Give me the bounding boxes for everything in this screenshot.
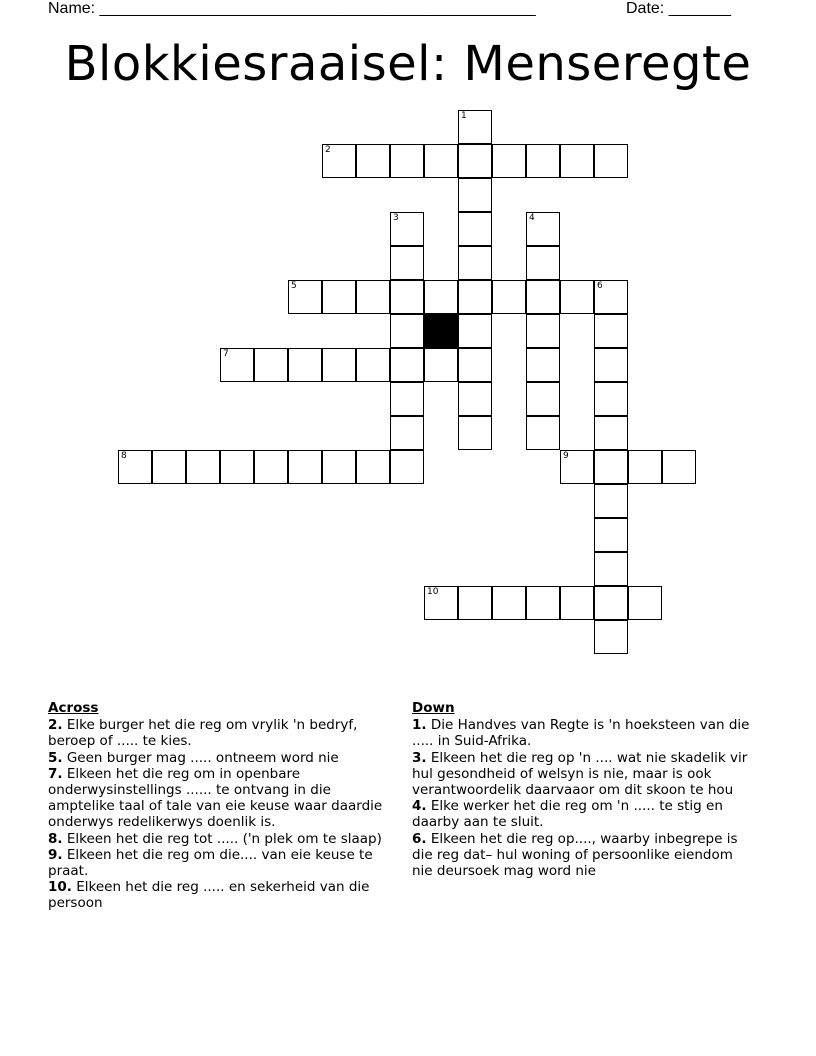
crossword-cell[interactable] <box>390 450 424 484</box>
clue-text: Geen burger mag ..... ontneem word nie <box>66 749 339 766</box>
crossword-cell[interactable] <box>458 246 492 280</box>
crossword-cell[interactable] <box>662 450 696 484</box>
clue-number: 4. <box>412 798 427 815</box>
crossword-cell[interactable] <box>492 144 526 178</box>
across-clues <box>48 700 388 912</box>
cell-number: 5 <box>291 281 297 291</box>
clue-number: 7. <box>48 765 63 782</box>
crossword-cell[interactable] <box>424 280 458 314</box>
cell-number: 2 <box>325 145 331 155</box>
crossword-cell[interactable] <box>424 586 458 620</box>
crossword-cell[interactable] <box>288 280 322 314</box>
cell-number: 9 <box>563 451 569 461</box>
crossword-cell[interactable] <box>390 382 424 416</box>
cell-number: 1 <box>461 111 467 121</box>
crossword-cell[interactable] <box>492 586 526 620</box>
down-clue-1 <box>412 717 752 749</box>
crossword-cell[interactable] <box>560 586 594 620</box>
crossword-cell[interactable] <box>594 484 628 518</box>
blocked-cell <box>424 314 458 348</box>
clue-text: Elkeen het die reg om die.... van eie keuse te praat. <box>48 846 373 880</box>
across-clue-8 <box>48 831 388 847</box>
crossword-cell[interactable] <box>254 348 288 382</box>
crossword-cell[interactable] <box>458 416 492 450</box>
across-clue-10 <box>48 879 388 911</box>
across-clue-9 <box>48 847 388 879</box>
across-clue-5 <box>48 750 388 766</box>
crossword-cell[interactable] <box>526 144 560 178</box>
clue-text: Elkeen het die reg op...., waarby inbegrepe is die reg dat– hul woning of persoonlike eiendom nie deursoek mag word nie <box>412 830 738 880</box>
clue-text: Elkeen het die reg om in openbare onderwysinstellings ...... te ontvang in die amptelike taal of tale van eie keuse waar daardie onderwys redelikerwys doenlik is. <box>48 765 383 831</box>
crossword-cell[interactable] <box>526 212 560 246</box>
crossword-cell[interactable] <box>458 314 492 348</box>
crossword-cell[interactable] <box>458 212 492 246</box>
cell-number: 3 <box>393 213 399 223</box>
crossword-cell[interactable] <box>288 348 322 382</box>
clue-number: 6. <box>412 830 427 847</box>
crossword-cell[interactable] <box>322 280 356 314</box>
crossword-cell[interactable] <box>594 348 628 382</box>
crossword-cell[interactable] <box>526 280 560 314</box>
crossword-cell[interactable] <box>628 450 662 484</box>
down-clues <box>412 700 752 879</box>
across-clue-2 <box>48 717 388 749</box>
cell-number: 6 <box>597 281 603 291</box>
clue-text: Die Handves van Regte is 'n hoeksteen van die ..... in Suid-Afrika. <box>412 717 750 750</box>
crossword-cell[interactable] <box>560 280 594 314</box>
clue-text: Elkeen het die reg op 'n .... wat nie skadelik vir hul gesondheid of welsyn is nie, maar is ook verantwoordelik daarvaaor om dit skoon te hou <box>412 749 748 799</box>
clue-number: 10. <box>48 879 72 896</box>
across-clue-7 <box>48 766 388 831</box>
clue-number: 3. <box>412 749 427 766</box>
crossword-cell[interactable] <box>390 314 424 348</box>
across-heading: Across <box>48 700 99 716</box>
crossword-cell[interactable] <box>322 348 356 382</box>
crossword-cell[interactable] <box>118 450 152 484</box>
cell-number: 4 <box>529 213 535 223</box>
crossword-cell[interactable] <box>390 246 424 280</box>
crossword-cell[interactable] <box>288 450 322 484</box>
crossword-cell[interactable] <box>390 212 424 246</box>
crossword-cell[interactable] <box>220 348 254 382</box>
crossword-cell[interactable] <box>594 144 628 178</box>
crossword-cell[interactable] <box>322 144 356 178</box>
clue-number: 9. <box>48 846 63 863</box>
crossword-cell[interactable] <box>560 144 594 178</box>
crossword-cell[interactable] <box>390 348 424 382</box>
crossword-cell[interactable] <box>594 280 628 314</box>
crossword-cell[interactable] <box>628 586 662 620</box>
clue-text: Elkeen het die reg ..... en sekerheid van die persoon <box>48 879 370 912</box>
crossword-cell[interactable] <box>424 348 458 382</box>
crossword-cell[interactable] <box>526 314 560 348</box>
down-heading: Down <box>412 700 455 716</box>
down-clue-3 <box>412 750 752 799</box>
clue-text: Elke werker het die reg om 'n ..... te stig en daarby aan te sluit. <box>412 798 723 831</box>
clue-number: 8. <box>48 830 63 847</box>
crossword-cell[interactable] <box>526 246 560 280</box>
crossword-cell[interactable] <box>526 348 560 382</box>
clue-text: Elkeen het die reg tot ..... ('n plek om te slaap) <box>66 830 382 847</box>
crossword-cell[interactable] <box>356 450 390 484</box>
crossword-cell[interactable] <box>594 314 628 348</box>
clue-text: Elke burger het die reg om vrylik 'n bedryf, beroep of ..... te kies. <box>48 717 358 750</box>
crossword-cell[interactable] <box>458 144 492 178</box>
crossword-cell[interactable] <box>492 280 526 314</box>
name-field-label: Name: _________________________________________________ <box>48 0 536 17</box>
crossword-cell[interactable] <box>560 450 594 484</box>
crossword-cell[interactable] <box>390 280 424 314</box>
crossword-cell[interactable] <box>526 382 560 416</box>
down-clue-4 <box>412 798 752 830</box>
crossword-cell[interactable] <box>390 144 424 178</box>
crossword-cell[interactable] <box>254 450 288 484</box>
clue-number: 1. <box>412 717 427 734</box>
crossword-cell[interactable] <box>390 416 424 450</box>
crossword-cell[interactable] <box>458 586 492 620</box>
cell-number: 7 <box>223 349 229 359</box>
crossword-cell[interactable] <box>594 382 628 416</box>
crossword-cell[interactable] <box>458 382 492 416</box>
crossword-cell[interactable] <box>458 280 492 314</box>
crossword-cell[interactable] <box>526 586 560 620</box>
crossword-cell[interactable] <box>424 144 458 178</box>
crossword-cell[interactable] <box>458 178 492 212</box>
clue-number: 5. <box>48 749 63 766</box>
crossword-cell[interactable] <box>220 450 254 484</box>
crossword-cell[interactable] <box>594 620 628 654</box>
cell-number: 10 <box>427 587 439 597</box>
crossword-cell[interactable] <box>526 416 560 450</box>
crossword-cell[interactable] <box>356 144 390 178</box>
crossword-cell[interactable] <box>594 586 628 620</box>
cell-number: 8 <box>121 451 127 461</box>
crossword-cell[interactable] <box>594 416 628 450</box>
crossword-cell[interactable] <box>594 552 628 586</box>
page-title: Blokkiesraaisel: Menseregte <box>64 36 752 92</box>
crossword-cell[interactable] <box>458 348 492 382</box>
crossword-cell[interactable] <box>594 518 628 552</box>
crossword-cell[interactable] <box>322 450 356 484</box>
date-field-label: Date: _______ <box>626 0 731 17</box>
crossword-cell[interactable] <box>594 450 628 484</box>
crossword-cell[interactable] <box>186 450 220 484</box>
crossword-cell[interactable] <box>152 450 186 484</box>
crossword-cell[interactable] <box>356 348 390 382</box>
crossword-cell[interactable] <box>458 110 492 144</box>
clue-number: 2. <box>48 717 63 734</box>
crossword-cell[interactable] <box>356 280 390 314</box>
down-clue-6 <box>412 831 752 880</box>
